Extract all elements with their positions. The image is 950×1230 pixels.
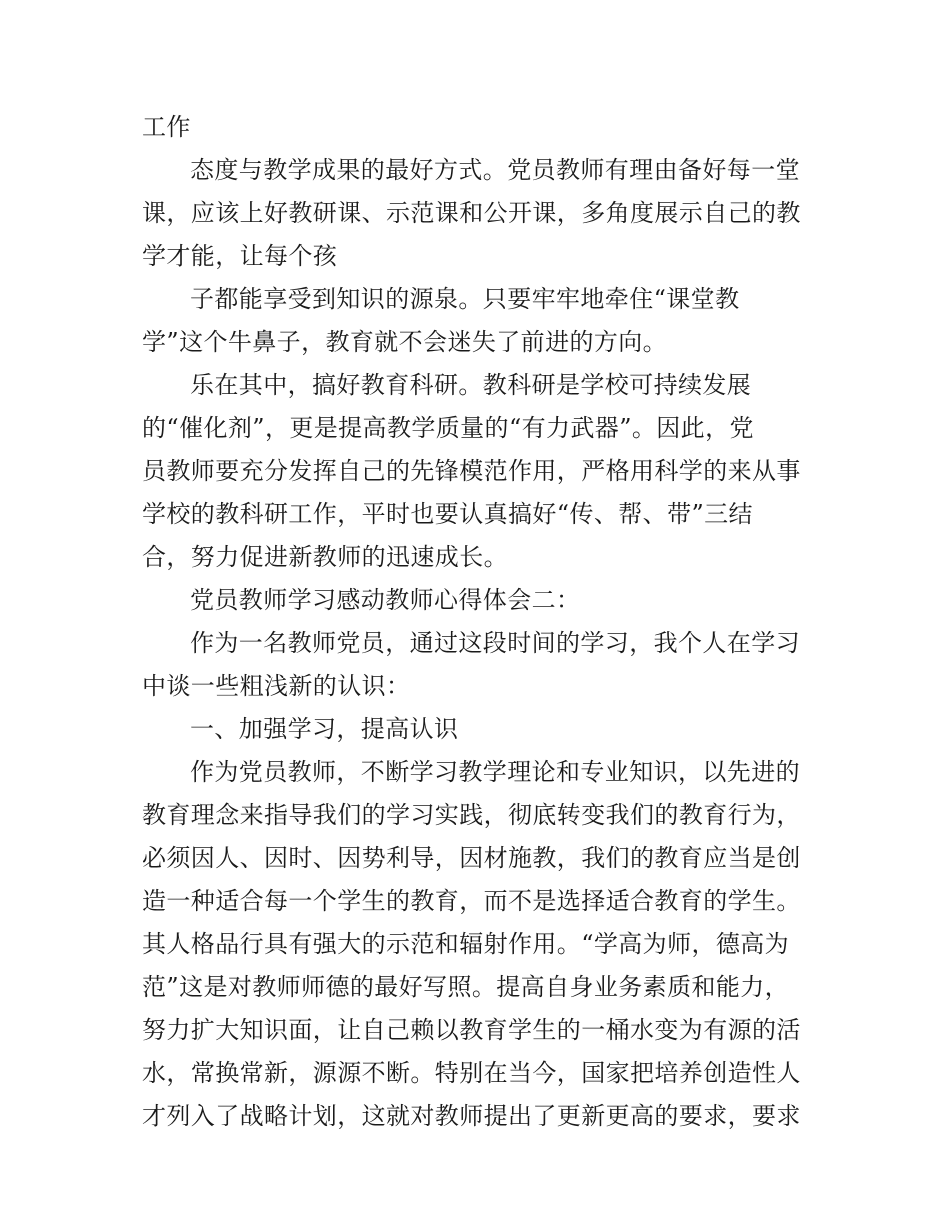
text-line: 工作 [142, 113, 191, 141]
paragraph-line: 乐在其中，搞好教育科研。教科研是学校可持续发展 [190, 371, 752, 399]
text-line: 其人格品行具有强大的示范和辐射作用。“学高为师，德高为 [142, 930, 790, 958]
paragraph-line: 作为一名教师党员，通过这段时间的学习，我个人在学习 [190, 629, 800, 657]
section-heading: 党员教师学习感动教师心得体会二： [190, 586, 581, 614]
text-line: 学才能，让每个孩 [142, 242, 338, 270]
text-line: 才列入了战略计划，这就对教师提出了更新更高的要求，要求 [142, 1102, 801, 1130]
text-line: 范”这是对教师师德的最好写照。提高自身业务素质和能力， [142, 973, 790, 1001]
text-line: 课，应该上好教研课、示范课和公开课，多角度展示自己的教 [142, 199, 801, 227]
text-line: 学”这个牛鼻子，教育就不会迷失了前进的方向。 [142, 328, 668, 356]
paragraph-line: 作为党员教师，不断学习教学理论和专业知识，以先进的 [190, 758, 800, 786]
text-line: 教育理念来指导我们的学习实践，彻底转变我们的教育行为， [142, 801, 801, 829]
text-line: 努力扩大知识面，让自己赖以教育学生的一桶水变为有源的活 [142, 1016, 801, 1044]
paragraph-line: 态度与教学成果的最好方式。党员教师有理由备好每一堂 [190, 156, 800, 184]
text-line: 的“催化剂”，更是提高教学质量的“有力武器”。因此，党 [142, 414, 754, 442]
paragraph-line: 子都能享受到知识的源泉。只要牢牢地牵住“课堂教 [190, 285, 740, 313]
subheading: 一、加强学习，提高认识 [190, 715, 459, 743]
text-line: 必须因人、因时、因势利导，因材施教，我们的教育应当是创 [142, 844, 801, 872]
text-line: 水，常换常新，源源不断。特别在当今，国家把培养创造性人 [142, 1059, 801, 1087]
text-line: 中谈一些粗浅新的认识： [142, 672, 411, 700]
text-line: 造一种适合每一个学生的教育，而不是选择适合教育的学生。 [142, 887, 801, 915]
text-line: 学校的教科研工作，平时也要认真搞好“传、帮、带”三结 [142, 500, 753, 528]
text-line: 员教师要充分发挥自己的先锋模范作用，严格用科学的来从事 [142, 457, 801, 485]
text-line: 合，努力促进新教师的迅速成长。 [142, 543, 508, 571]
